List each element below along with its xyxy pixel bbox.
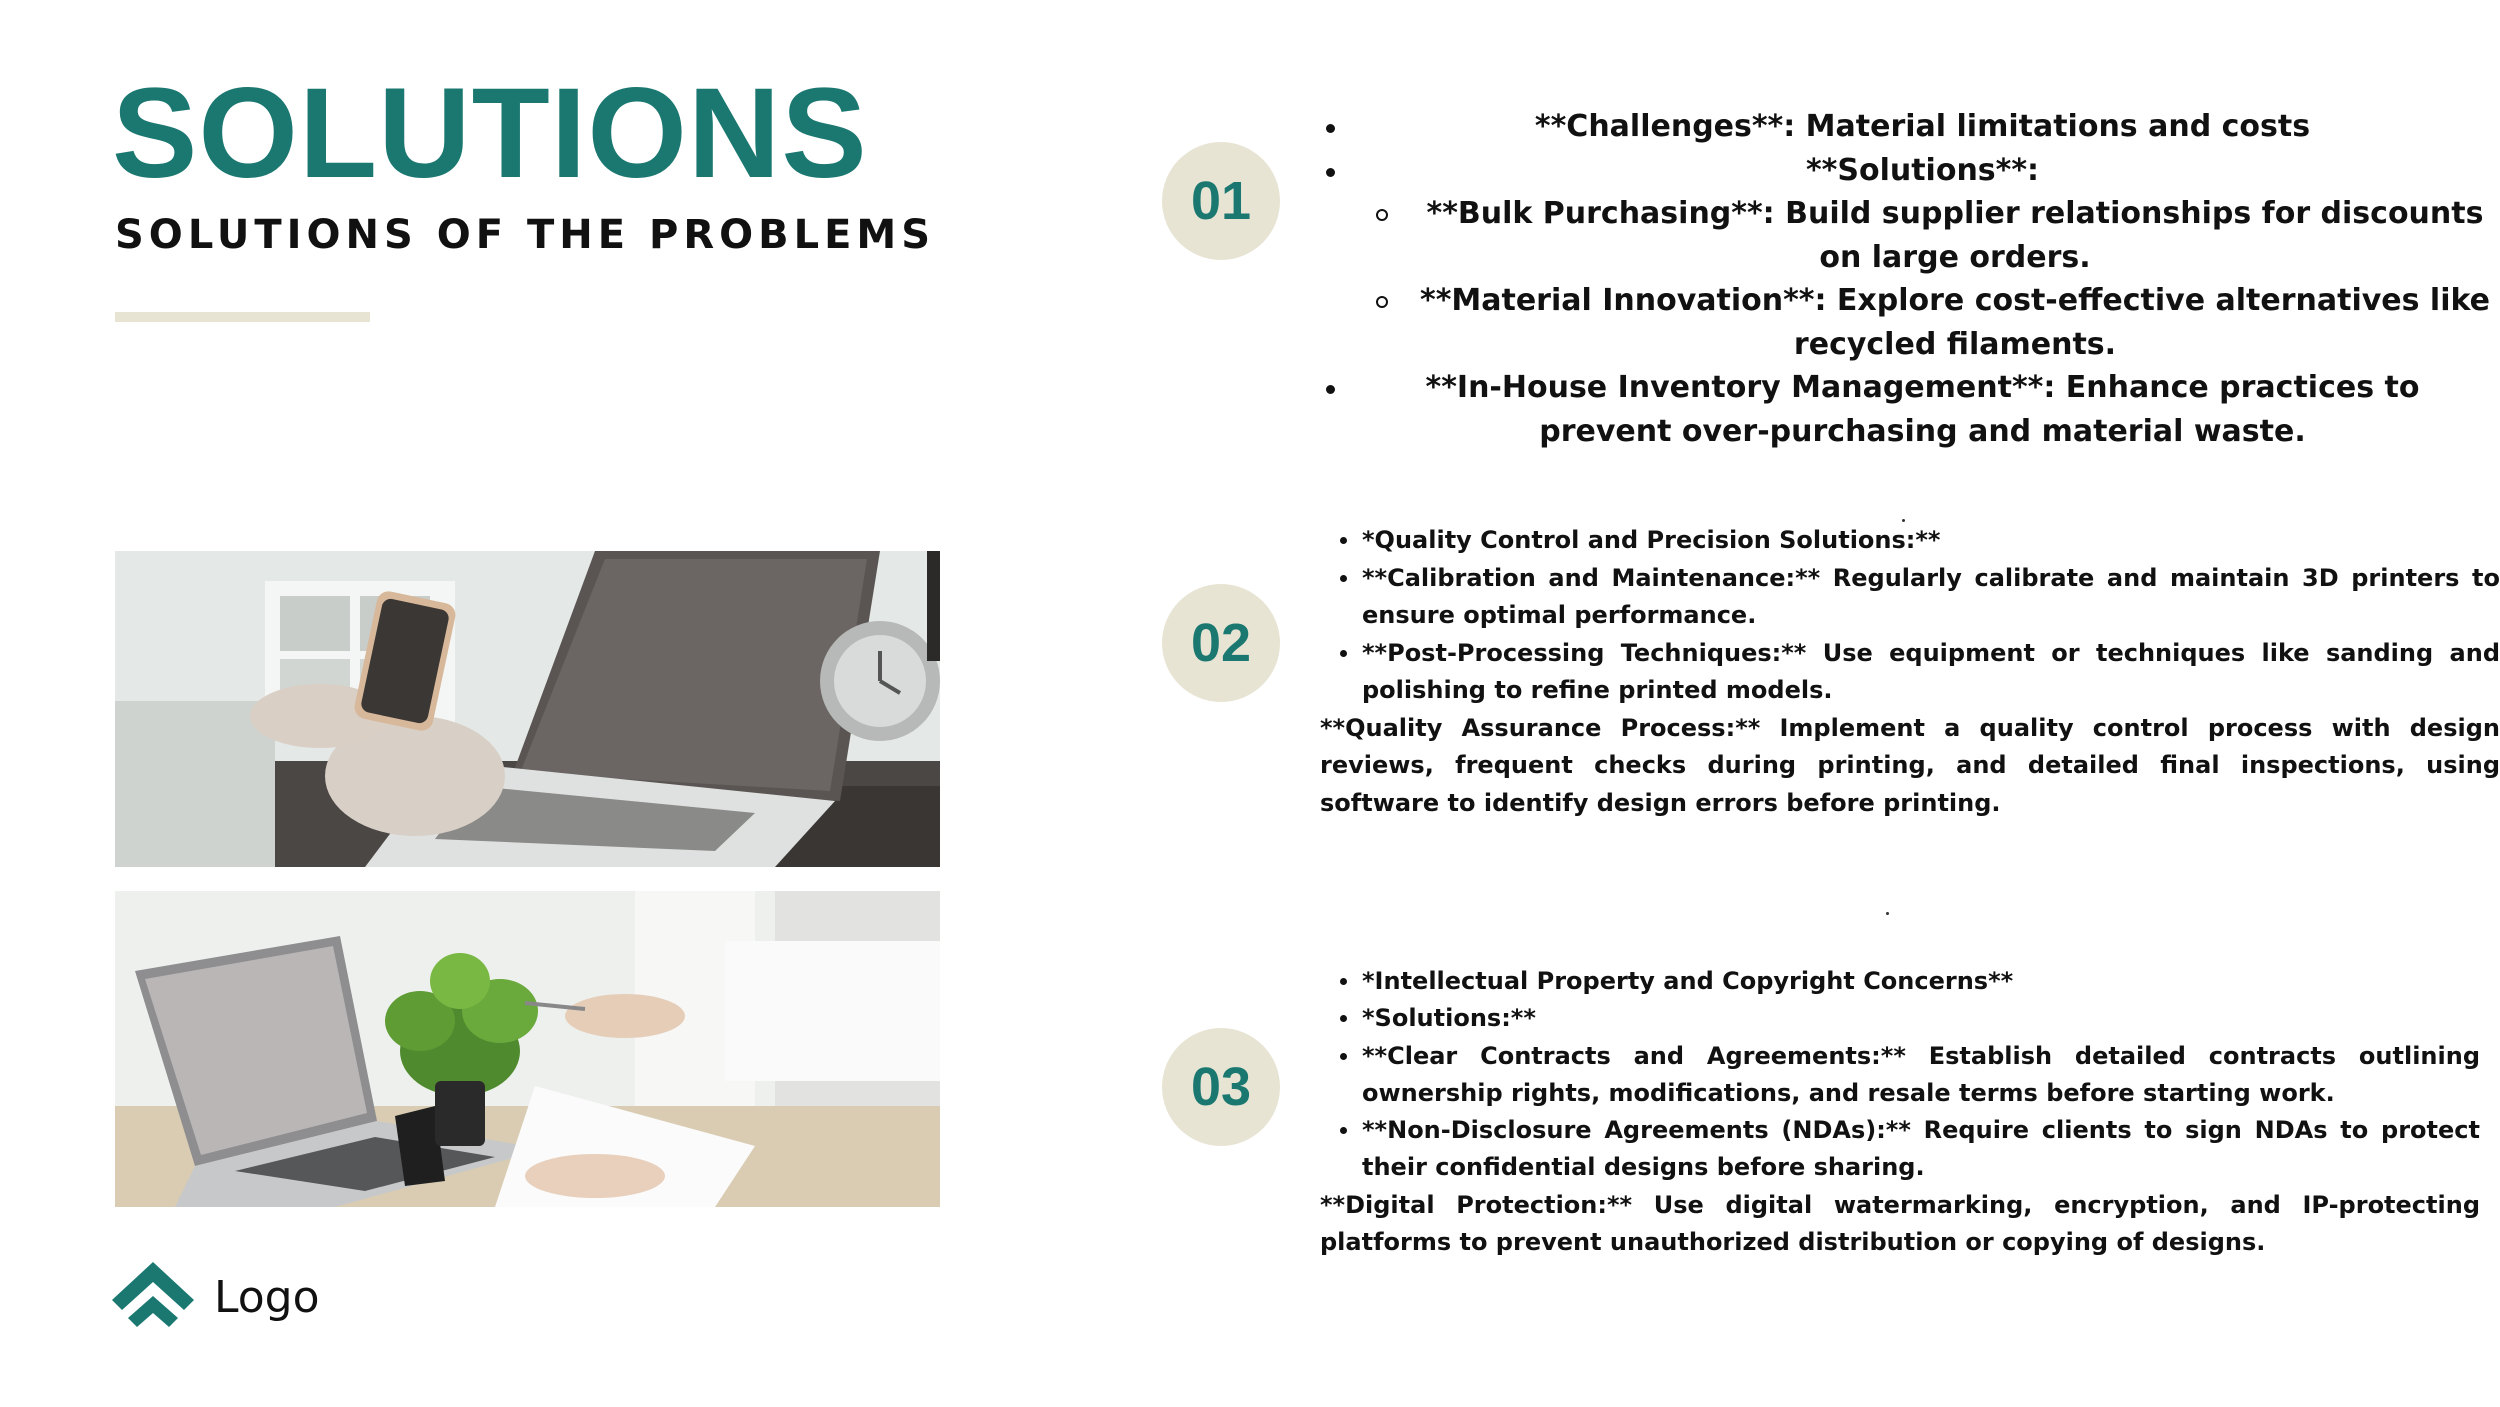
hollow-bullet-icon <box>1376 209 1388 221</box>
section-number-03: 03 <box>1162 1028 1280 1146</box>
list-item-text: **Solutions**: <box>1805 152 2040 188</box>
list-item <box>1320 635 2500 710</box>
bullet-icon <box>1340 1053 1347 1060</box>
list-item-text: **Post-Processing Techniques:** Use equipment or techniques like sanding and polishing to refine printed models. <box>1362 638 2500 704</box>
bullet-icon <box>1326 124 1335 133</box>
bullet-icon <box>1340 650 1347 657</box>
logo-label: Logo <box>214 1271 320 1323</box>
list-item <box>1320 1000 2480 1037</box>
bullet-icon <box>1340 537 1347 544</box>
list-item-text: **Calibration and Maintenance:** Regularly calibrate and maintain 3D printers to ensure optimal performance. <box>1362 563 2500 629</box>
bullet-icon <box>1340 978 1347 985</box>
bullet-icon <box>1340 1127 1347 1134</box>
section-number-01: 01 <box>1162 142 1280 260</box>
bullet-icon <box>1340 575 1347 582</box>
list-item <box>1320 560 2500 635</box>
list-item-text: *Quality Control and Precision Solutions:** <box>1362 526 1941 554</box>
section-02-list <box>1320 522 2500 832</box>
accent-divider <box>115 312 370 322</box>
list-item <box>1320 1112 2480 1187</box>
bullet-icon <box>1340 1015 1347 1022</box>
section-03-list <box>1320 963 2480 1261</box>
list-item-text: **Material Innovation**: Explore cost-effective alternatives like recycled filaments. <box>1420 283 2490 362</box>
list-item <box>1320 522 2500 560</box>
list-item <box>1320 149 2490 193</box>
page-title: SOLUTIONS <box>112 62 868 205</box>
list-item <box>1320 366 2490 453</box>
logo[interactable] <box>112 1262 320 1332</box>
list-item <box>1320 1038 2480 1113</box>
list-item-text: *Solutions:** <box>1362 1004 1536 1033</box>
laptop-phone-photo <box>115 551 940 867</box>
list-item <box>1320 105 2490 149</box>
list-item-text: **Non-Disclosure Agreements (NDAs):** Require clients to sign NDAs to protect their confidential designs before sharing. <box>1362 1116 2480 1182</box>
chevron-stack-icon <box>112 1262 194 1332</box>
page-subtitle: SOLUTIONS OF THE PROBLEMS <box>115 212 936 258</box>
sub-list-item <box>1320 279 2490 366</box>
list-item <box>1320 963 2480 1000</box>
list-item-text: *Intellectual Property and Copyright Concerns** <box>1362 967 2014 995</box>
bullet-icon <box>1326 168 1335 177</box>
list-item-text: **Clear Contracts and Agreements:** Establish detailed contracts outlining ownership rights, modifications, and resale terms before starting work. <box>1362 1041 2480 1107</box>
laptop-plant-document-photo <box>115 891 940 1207</box>
list-item-text: **Challenges**: Material limitations and costs <box>1534 109 2311 144</box>
section-number-02: 02 <box>1162 584 1280 702</box>
paragraph: **Digital Protection:** Use digital watermarking, encryption, and IP-protecting platforms to prevent unauthorized distribution or copying of designs. <box>1320 1190 2480 1257</box>
list-item-text: **In-House Inventory Management**: Enhance practices to prevent over-purchasing and material waste. <box>1425 370 2420 449</box>
section-01-list <box>1320 105 2490 453</box>
hollow-bullet-icon <box>1376 296 1388 308</box>
stray-dot <box>1886 912 1889 915</box>
list-item-text: **Bulk Purchasing**: Build supplier relationships for discounts on large orders. <box>1426 196 2484 275</box>
sub-list-item <box>1320 192 2490 279</box>
bullet-icon <box>1326 385 1335 394</box>
paragraph: **Quality Assurance Process:** Implement a quality control process with design reviews, frequent checks during printing, and detailed final inspections, using software to identify design errors before printing. <box>1320 713 2500 817</box>
